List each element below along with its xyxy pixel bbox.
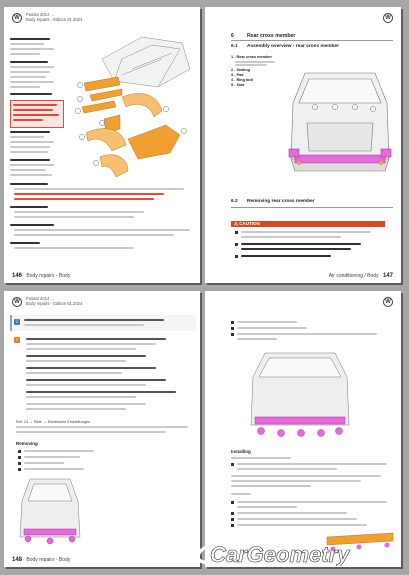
car-body-exploded-diagram bbox=[62, 29, 196, 189]
reference-note: Ref. 24 → Bitte → Elektrische Einstellungen bbox=[16, 420, 91, 424]
manual-page-149 bbox=[205, 291, 401, 567]
manual-page-147 bbox=[205, 7, 401, 283]
vw-logo-icon: W bbox=[383, 13, 393, 23]
section-heading: 6 Rear cross member bbox=[231, 33, 296, 39]
vw-logo-icon: W bbox=[383, 297, 393, 307]
subsection-heading-removing: 6.2 Removing rear cross member bbox=[231, 199, 315, 204]
installing-heading: Installing bbox=[231, 449, 251, 454]
info-icon: i bbox=[14, 319, 20, 325]
manual-page-146 bbox=[4, 7, 200, 283]
vw-logo-icon: W bbox=[12, 297, 22, 307]
removing-heading: Removing bbox=[16, 441, 38, 446]
rear-cross-member-removal-diagram bbox=[245, 347, 355, 443]
subsection-heading: 6.1 Assembly overview - rear cross member bbox=[231, 44, 339, 49]
warning-icon: ! bbox=[14, 337, 20, 343]
caution-banner: ⚠ CAUTION bbox=[231, 221, 385, 227]
page-footer: 148 Body repairs - Body bbox=[12, 557, 71, 563]
page-footer: 146 Body repairs - Body bbox=[12, 273, 71, 279]
vw-logo-icon: W bbox=[12, 13, 22, 23]
part-legend: 1 - Rear cross member 2 - Sealing 3 - Pad 4 - Ring bolt 5 - Side bbox=[231, 55, 291, 88]
page-footer: Air conditioning / Body 147 bbox=[328, 273, 393, 279]
manual-page-148 bbox=[4, 291, 200, 567]
cargeometry-watermark-logo bbox=[190, 540, 400, 566]
info-note bbox=[10, 315, 196, 331]
rear-cross-member-diagram bbox=[285, 63, 395, 183]
page-header: Passat 2014 → Body repairs - Edition 01.2024 bbox=[26, 12, 83, 23]
warning-icon: ⚠ bbox=[234, 221, 240, 226]
svg-text:CarGeometry: CarGeometry bbox=[210, 542, 350, 566]
page-header: Passat 2014 → Body repairs - Edition 01.2024 bbox=[26, 296, 83, 307]
rear-car-removal-diagram bbox=[18, 475, 82, 551]
